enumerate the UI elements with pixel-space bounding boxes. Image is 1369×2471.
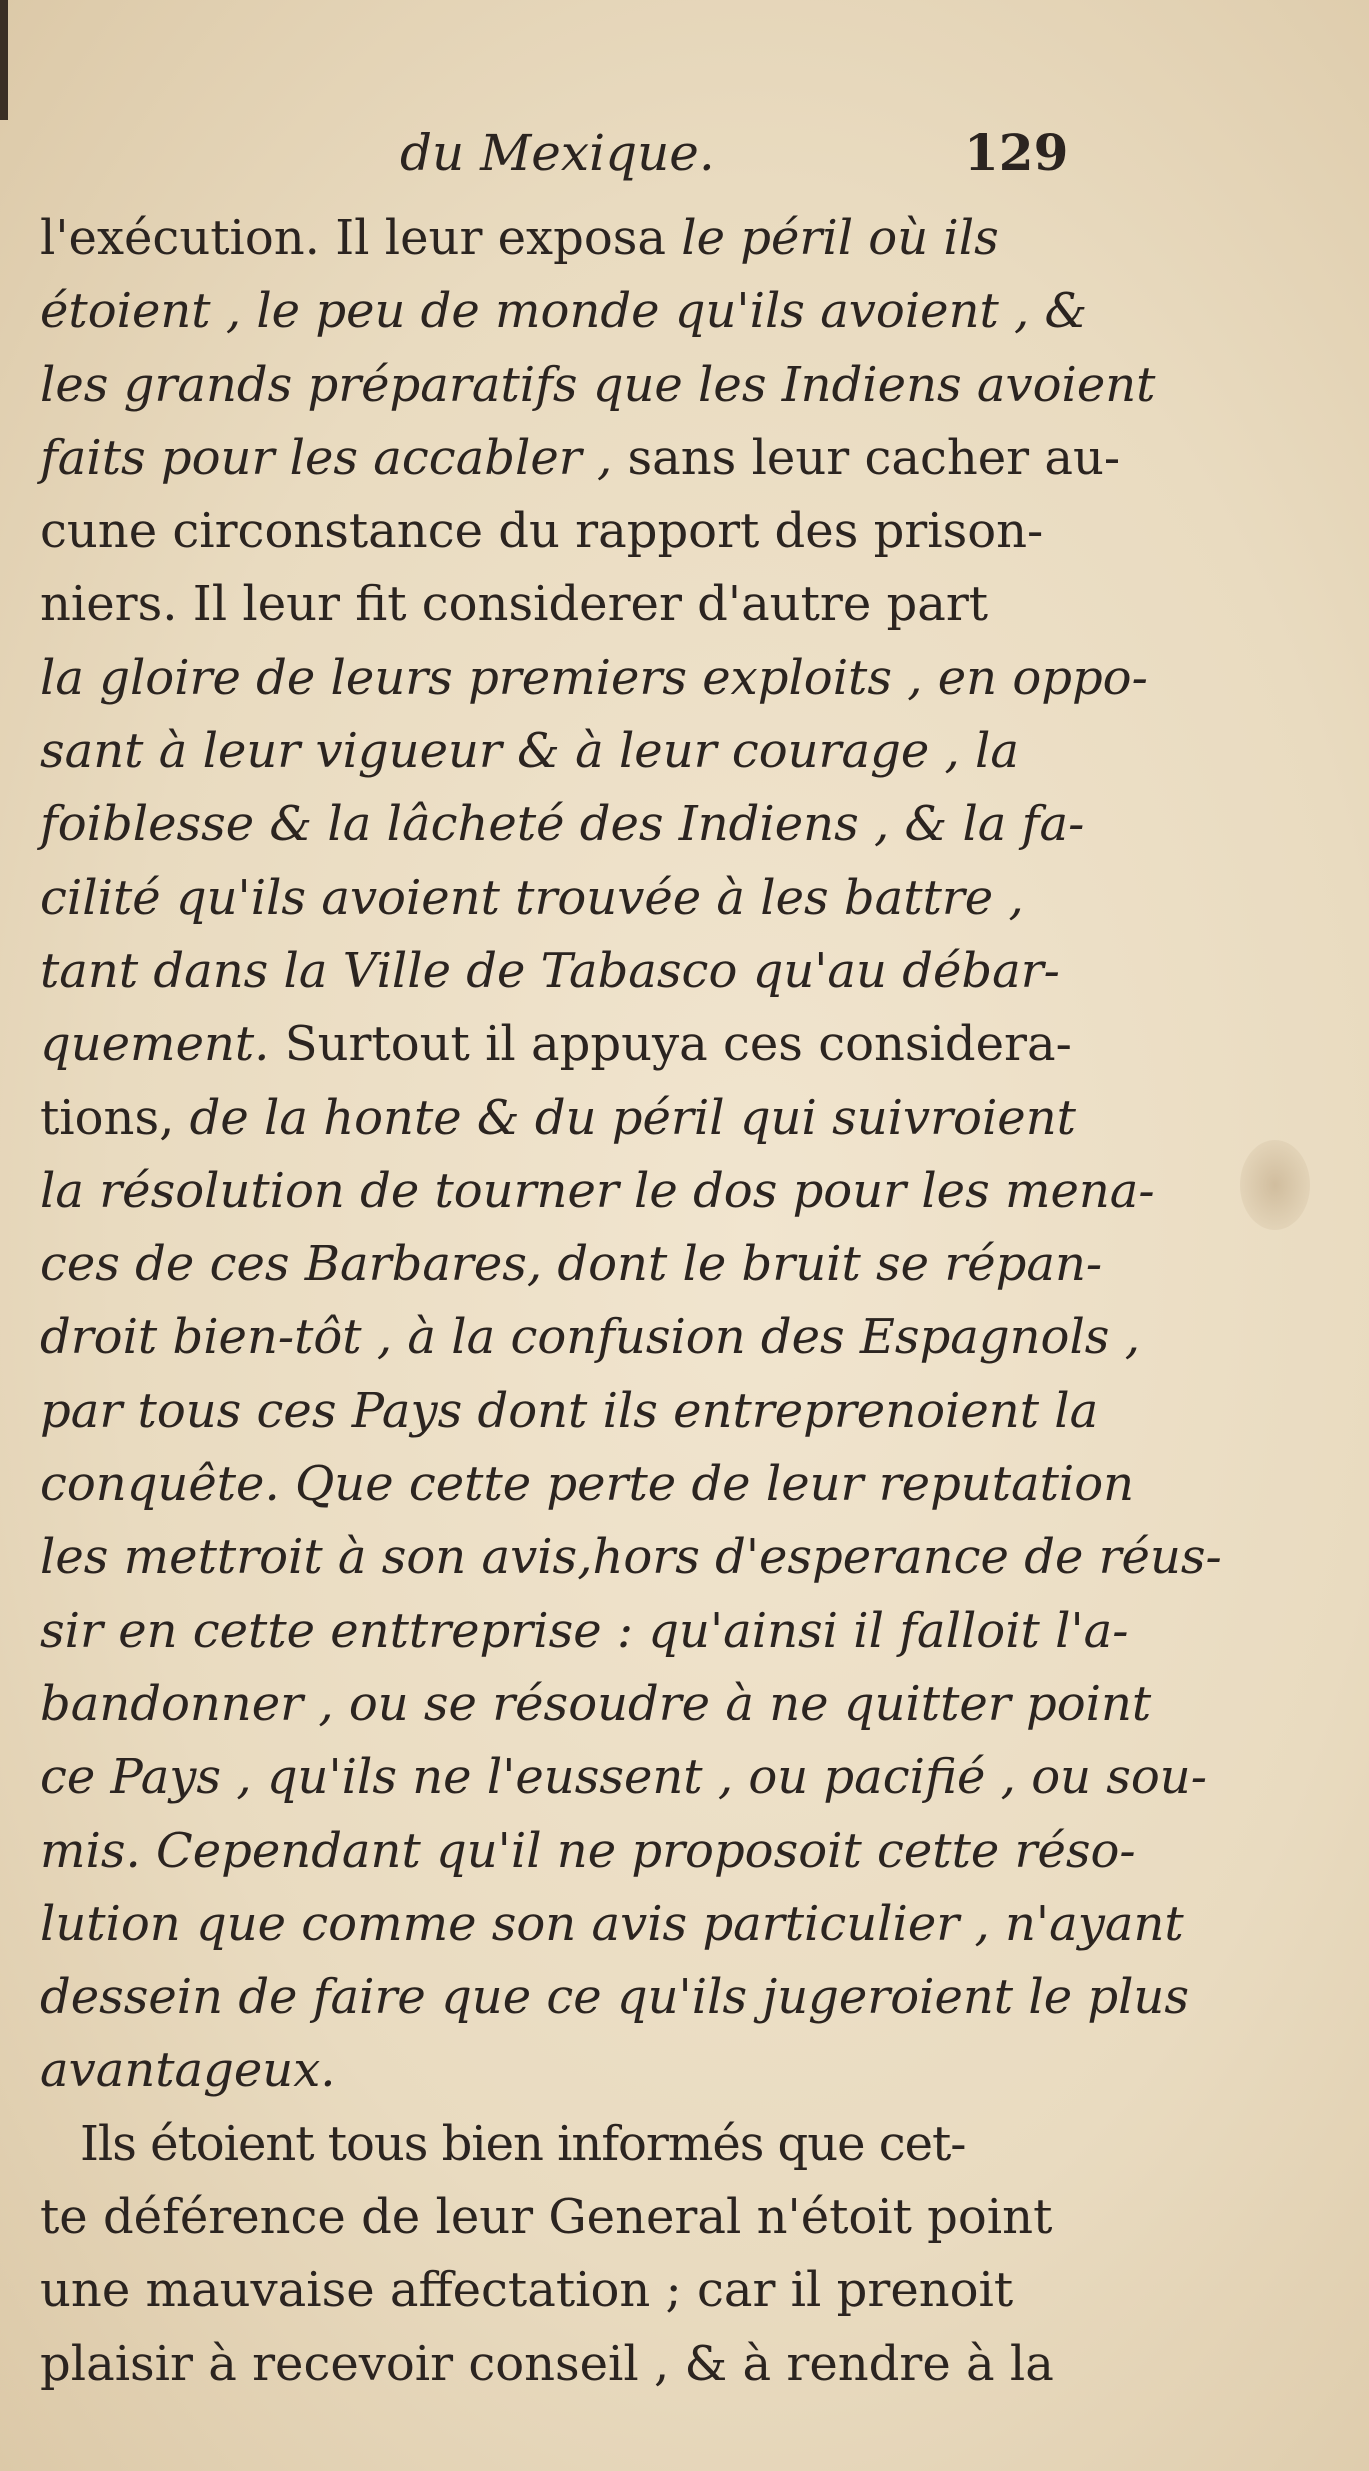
text-line: [40, 1155, 1330, 1228]
roman-text-segment: cune circonstance du rapport des prison-: [40, 503, 1044, 560]
italic-text-segment: la gloire de leurs premiers exploits , en oppo-: [40, 649, 1148, 706]
italic-text-segment: sant à leur vigueur & à leur courage , la: [40, 723, 1019, 780]
italic-text-segment: quement.: [40, 1016, 285, 1073]
text-line: [40, 1375, 1330, 1448]
roman-text-segment: Surtout il appuya ces considera-: [284, 1016, 1072, 1073]
italic-text-segment: les mettroit à son avis,hors d'esperance de réus-: [40, 1529, 1222, 1586]
text-line: [40, 275, 1330, 348]
text-line: [40, 788, 1330, 861]
text-line: [40, 2181, 1330, 2254]
italic-text-segment: bandonner , ou se résoudre à ne quitter point: [40, 1675, 1152, 1732]
italic-text-segment: droit bien-tôt , à la confusion des Espagnols ,: [40, 1309, 1140, 1366]
text-line: [40, 1888, 1330, 1961]
text-line: [40, 495, 1330, 568]
text-line: [40, 1668, 1330, 1741]
text-line: [40, 1815, 1330, 1888]
roman-text-segment: une mauvaise affectation ; car il prenoit: [40, 2262, 1014, 2319]
italic-text-segment: cilité qu'ils avoient trouvée à les battre ,: [40, 869, 1024, 926]
italic-text-segment: ces de ces Barbares, dont le bruit se répan-: [40, 1236, 1103, 1293]
text-line: [40, 1008, 1330, 1081]
text-line: [40, 1961, 1330, 2034]
italic-text-segment: faits pour les accabler ,: [40, 429, 628, 486]
text-line: [40, 715, 1330, 788]
text-line: [40, 1301, 1330, 1374]
page-number: 129: [964, 123, 1069, 182]
roman-text-segment: sans leur cacher au-: [627, 429, 1121, 486]
italic-text-segment: sir en cette enttreprise : qu'ainsi il falloit l'a-: [40, 1602, 1129, 1659]
italic-text-segment: tant dans la Ville de Tabasco qu'au débar-: [40, 942, 1060, 999]
roman-text-segment: l'exécution. Il leur exposa: [40, 210, 682, 266]
roman-text-segment: tions,: [40, 1089, 190, 1146]
text-line: [40, 1521, 1330, 1594]
running-head-title: du Mexique.: [400, 124, 715, 182]
italic-text-segment: étoient , le peu de monde qu'ils avoient , &: [40, 283, 1088, 340]
italic-text-segment: de la honte & du péril qui suivroient: [189, 1089, 1076, 1146]
text-line: [40, 642, 1330, 715]
text-line: [40, 862, 1330, 935]
text-line: [40, 1595, 1330, 1668]
italic-text-segment: les grands préparatifs que les Indiens avoient: [40, 356, 1156, 413]
roman-text-segment: plaisir à recevoir conseil , & à rendre à la: [40, 2335, 1054, 2392]
italic-text-segment: le péril où ils: [681, 210, 999, 266]
italic-text-segment: avantageux.: [40, 2042, 336, 2099]
roman-text-segment: te déférence de leur General n'étoit point: [40, 2189, 1053, 2246]
roman-text-segment: Ils étoient tous bien informés que cet-: [80, 2115, 966, 2172]
text-line: [40, 2328, 1330, 2401]
italic-text-segment: conquête. Que cette perte de leur reputation: [40, 1456, 1135, 1513]
italic-text-segment: dessein de faire que ce qu'ils jugeroient le plus: [40, 1969, 1189, 2026]
roman-text-segment: niers. Il leur fit considerer d'autre part: [40, 576, 989, 633]
text-line: [40, 1082, 1330, 1155]
text-line: [40, 1741, 1330, 1814]
text-line: [40, 568, 1330, 641]
text-line: [40, 1448, 1330, 1521]
text-line: [40, 422, 1330, 495]
text-line: [40, 2108, 1330, 2181]
italic-text-segment: la résolution de tourner le dos pour les mena-: [40, 1162, 1155, 1219]
binding-edge: [0, 0, 8, 120]
text-line: [40, 2034, 1330, 2107]
italic-text-segment: ce Pays , qu'ils ne l'eussent , ou pacifié , ou sou-: [40, 1749, 1207, 1806]
italic-text-segment: mis. Cependant qu'il ne proposoit cette réso-: [40, 1822, 1136, 1879]
italic-text-segment: lution que comme son avis particulier , n'ayant: [40, 1895, 1184, 1952]
running-head: [0, 118, 1369, 188]
italic-text-segment: foiblesse & la lâcheté des Indiens , & la fa-: [40, 796, 1085, 853]
text-line: [40, 202, 1330, 275]
text-line: [40, 349, 1330, 422]
text-line: [40, 2254, 1330, 2327]
text-line: [40, 935, 1330, 1008]
text-line: [40, 1228, 1330, 1301]
italic-text-segment: par tous ces Pays dont ils entreprenoient la: [40, 1382, 1099, 1439]
body-text: [40, 202, 1330, 2401]
